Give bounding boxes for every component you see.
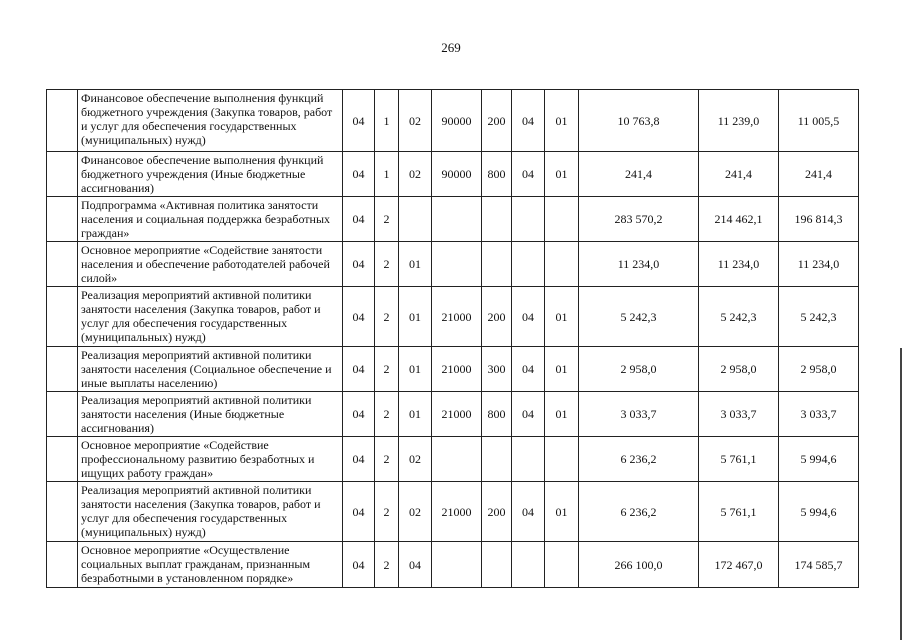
row-cell-c3: 01 (399, 287, 432, 347)
row-cell-c6: 04 (512, 152, 545, 197)
row-cell-v1: 3 033,7 (579, 392, 699, 437)
row-cell-v3: 196 814,3 (779, 197, 859, 242)
row-cell-v3: 3 033,7 (779, 392, 859, 437)
row-cell-c4 (432, 437, 482, 482)
row-name: Подпрограмма «Активная политика занятости населения и социальная поддержка безработных граждан» (78, 197, 343, 242)
row-cell-c2: 1 (375, 90, 399, 152)
row-blank-cell (47, 392, 78, 437)
row-cell-c3: 02 (399, 437, 432, 482)
row-cell-c4 (432, 542, 482, 588)
row-blank-cell (47, 152, 78, 197)
row-cell-c4: 90000 (432, 152, 482, 197)
row-cell-c1: 04 (343, 392, 375, 437)
row-blank-cell (47, 542, 78, 588)
row-name: Основное мероприятие «Содействие занятости населения и обеспечение работодателей рабочей силой» (78, 242, 343, 287)
row-cell-c7 (545, 197, 579, 242)
row-cell-c3: 01 (399, 242, 432, 287)
row-cell-c2: 2 (375, 542, 399, 588)
row-cell-c2: 2 (375, 392, 399, 437)
row-cell-v2: 3 033,7 (699, 392, 779, 437)
row-cell-c5 (482, 437, 512, 482)
row-cell-c5 (482, 542, 512, 588)
row-name: Финансовое обеспечение выполнения функций бюджетного учреждения (Закупка товаров, работ и услуг для обеспечения государственных (муниципальных) нужд) (78, 90, 343, 152)
row-cell-c2: 2 (375, 242, 399, 287)
row-cell-v3: 2 958,0 (779, 347, 859, 392)
row-cell-c2: 1 (375, 152, 399, 197)
table-row (47, 197, 859, 242)
table-row (47, 90, 859, 152)
page-number: 269 (441, 40, 461, 55)
row-cell-c2: 2 (375, 197, 399, 242)
row-cell-v3: 11 005,5 (779, 90, 859, 152)
row-cell-v3: 174 585,7 (779, 542, 859, 588)
row-cell-v1: 10 763,8 (579, 90, 699, 152)
row-cell-c4: 21000 (432, 392, 482, 437)
row-cell-v2: 5 242,3 (699, 287, 779, 347)
row-cell-c2: 2 (375, 347, 399, 392)
row-cell-v1: 6 236,2 (579, 437, 699, 482)
row-cell-v2: 11 239,0 (699, 90, 779, 152)
row-blank-cell (47, 90, 78, 152)
row-cell-c3: 01 (399, 392, 432, 437)
row-cell-c5: 200 (482, 287, 512, 347)
row-cell-v2: 2 958,0 (699, 347, 779, 392)
row-cell-c1: 04 (343, 90, 375, 152)
row-cell-c5: 300 (482, 347, 512, 392)
row-cell-c2: 2 (375, 287, 399, 347)
row-cell-c4: 21000 (432, 347, 482, 392)
table-row (47, 287, 859, 347)
row-cell-c4: 90000 (432, 90, 482, 152)
row-cell-c4 (432, 197, 482, 242)
row-cell-c1: 04 (343, 437, 375, 482)
row-cell-c3: 01 (399, 347, 432, 392)
row-cell-c5: 200 (482, 482, 512, 542)
row-cell-v1: 266 100,0 (579, 542, 699, 588)
row-cell-c7: 01 (545, 392, 579, 437)
budget-table (46, 89, 859, 588)
row-cell-v1: 283 570,2 (579, 197, 699, 242)
row-cell-v1: 11 234,0 (579, 242, 699, 287)
row-cell-c7: 01 (545, 90, 579, 152)
row-cell-c6: 04 (512, 347, 545, 392)
row-cell-c6: 04 (512, 482, 545, 542)
row-cell-c5: 800 (482, 152, 512, 197)
row-cell-v3: 241,4 (779, 152, 859, 197)
row-cell-v2: 172 467,0 (699, 542, 779, 588)
table-row (47, 482, 859, 542)
row-cell-c6: 04 (512, 90, 545, 152)
row-cell-c5 (482, 242, 512, 287)
row-cell-c3: 02 (399, 482, 432, 542)
row-cell-c6 (512, 197, 545, 242)
row-cell-c5: 800 (482, 392, 512, 437)
row-cell-v2: 5 761,1 (699, 482, 779, 542)
row-cell-c6: 04 (512, 392, 545, 437)
row-cell-c7 (545, 437, 579, 482)
row-cell-v3: 11 234,0 (779, 242, 859, 287)
row-name: Реализация мероприятий активной политики занятости населения (Закупка товаров, работ и услуг для обеспечения государственных (муниципальных) нужд) (78, 482, 343, 542)
row-blank-cell (47, 347, 78, 392)
row-cell-c4 (432, 242, 482, 287)
row-cell-v3: 5 994,6 (779, 482, 859, 542)
table-row (47, 242, 859, 287)
row-cell-c5 (482, 197, 512, 242)
row-cell-c3: 04 (399, 542, 432, 588)
row-name: Реализация мероприятий активной политики занятости населения (Иные бюджетные ассигнования) (78, 392, 343, 437)
row-cell-c1: 04 (343, 287, 375, 347)
row-cell-v2: 241,4 (699, 152, 779, 197)
row-cell-c1: 04 (343, 242, 375, 287)
row-blank-cell (47, 242, 78, 287)
row-cell-c7 (545, 242, 579, 287)
row-cell-c1: 04 (343, 152, 375, 197)
table-row (47, 437, 859, 482)
row-cell-c7: 01 (545, 152, 579, 197)
row-cell-c2: 2 (375, 437, 399, 482)
row-cell-v1: 6 236,2 (579, 482, 699, 542)
row-cell-c4: 21000 (432, 287, 482, 347)
row-blank-cell (47, 482, 78, 542)
table-row (47, 347, 859, 392)
row-cell-c6 (512, 437, 545, 482)
row-cell-c7: 01 (545, 287, 579, 347)
row-cell-c7: 01 (545, 482, 579, 542)
row-cell-v1: 5 242,3 (579, 287, 699, 347)
row-cell-c7 (545, 542, 579, 588)
row-name: Реализация мероприятий активной политики занятости населения (Социальное обеспечение и иные выплаты населению) (78, 347, 343, 392)
row-cell-c6: 04 (512, 287, 545, 347)
row-blank-cell (47, 197, 78, 242)
row-name: Реализация мероприятий активной политики занятости населения (Закупка товаров, работ и услуг для обеспечения государственных (муниципальных) нужд) (78, 287, 343, 347)
row-cell-c1: 04 (343, 197, 375, 242)
table-row (47, 542, 859, 588)
row-cell-v2: 214 462,1 (699, 197, 779, 242)
row-cell-c6 (512, 242, 545, 287)
row-cell-v3: 5 994,6 (779, 437, 859, 482)
row-name: Финансовое обеспечение выполнения функций бюджетного учреждения (Иные бюджетные ассигнования) (78, 152, 343, 197)
row-cell-c3: 02 (399, 152, 432, 197)
row-blank-cell (47, 287, 78, 347)
table-row (47, 392, 859, 437)
table-row (47, 152, 859, 197)
row-cell-v2: 11 234,0 (699, 242, 779, 287)
row-cell-v3: 5 242,3 (779, 287, 859, 347)
row-cell-c5: 200 (482, 90, 512, 152)
row-name: Основное мероприятие «Содействие профессиональному развитию безработных и ищущих работу граждан» (78, 437, 343, 482)
row-blank-cell (47, 437, 78, 482)
row-cell-c4: 21000 (432, 482, 482, 542)
row-name: Основное мероприятие «Осуществление социальных выплат гражданам, признанным безработными в установленном порядке» (78, 542, 343, 588)
row-cell-c6 (512, 542, 545, 588)
row-cell-c1: 04 (343, 542, 375, 588)
row-cell-c1: 04 (343, 347, 375, 392)
row-cell-c3 (399, 197, 432, 242)
row-cell-c7: 01 (545, 347, 579, 392)
row-cell-c1: 04 (343, 482, 375, 542)
row-cell-v1: 2 958,0 (579, 347, 699, 392)
row-cell-v1: 241,4 (579, 152, 699, 197)
row-cell-c2: 2 (375, 482, 399, 542)
row-cell-c3: 02 (399, 90, 432, 152)
row-cell-v2: 5 761,1 (699, 437, 779, 482)
